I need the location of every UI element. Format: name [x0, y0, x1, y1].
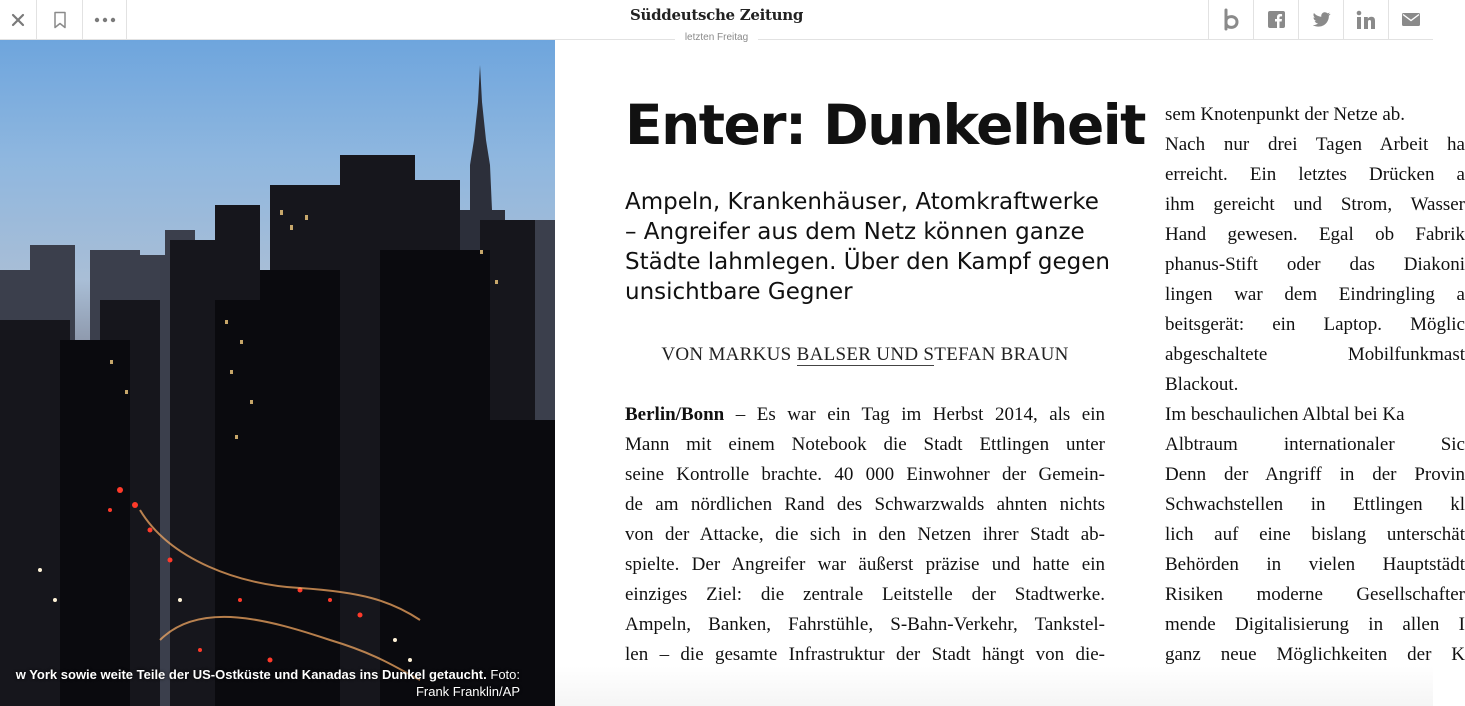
text-line: mende Digitalisierung in allen I: [1165, 614, 1465, 635]
publish-date-text: letzten Freitag: [675, 32, 758, 43]
blendle-icon: [1222, 9, 1240, 31]
text-line: ganz neue Möglichkeiten der K: [1165, 644, 1465, 665]
caption-credit: Frank Franklin/AP: [415, 684, 520, 699]
text-line: Mann mit einem Notebook die Stadt Ettlingen unter: [625, 434, 1105, 455]
bottom-fade: [555, 666, 1433, 706]
text-line: ihm gereicht und Strom, Wasser: [1165, 194, 1465, 215]
article-column-1: [625, 400, 1105, 670]
share-blendle-button[interactable]: [1208, 0, 1253, 39]
city-skyline-illustration: [0, 40, 555, 706]
text-line: Nach nur drei Tagen Arbeit ha: [1165, 134, 1465, 155]
article-headline: Enter: Dunkelheit: [625, 93, 1145, 157]
share-facebook-button[interactable]: [1253, 0, 1298, 39]
facebook-icon: [1268, 11, 1285, 28]
twitter-icon: [1312, 12, 1331, 28]
text-line: phanus-Stift oder das Diakoni: [1165, 254, 1465, 275]
text-line: [625, 400, 1105, 430]
text-line: len – die gesamte Infrastruktur der Stadt hängt von die-: [625, 644, 1105, 665]
byline-prefix: VON MARKUS: [661, 344, 792, 365]
text-line: spielte. Der Angreifer war äußerst präzise und hatte ein: [625, 554, 1105, 575]
caption-text: w York sowie weite Teile der US-Ostküste und Kanadas ins Dunkel getaucht.: [15, 667, 487, 682]
text-line: Im beschaulichen Albtal bei Ka: [1165, 404, 1405, 425]
text-line: von der Attacke, die sich in den Netzen ihrer Stadt ab-: [625, 524, 1105, 545]
text-line: beitsgerät: ein Laptop. Möglic: [1165, 314, 1465, 335]
byline-suffix: TEFAN BRAUN: [934, 344, 1069, 365]
text-line: Blackout.: [1165, 374, 1239, 395]
text-line: einziges Ziel: die zentrale Leitstelle der Stadtwerke.: [625, 584, 1105, 605]
article-subheadline: Ampeln, Krankenhäuser, Atomkraftwerke – Angreifer aus dem Netz können ganze Städte lahmlegen. Über den Kampf gegen unsichtbare Gegner: [625, 189, 1110, 305]
text-line: Behörden in vielen Hauptstädt: [1165, 554, 1465, 575]
text-line: erreicht. Ein letztes Drücken a: [1165, 164, 1465, 185]
text-line: lingen war dem Eindringling a: [1165, 284, 1465, 305]
text-line: Risiken moderne Gesellschafter: [1165, 584, 1465, 605]
text-line: Albtraum internationaler Sic: [1165, 434, 1465, 455]
text-line-rest: – Es war ein Tag im Herbst 2014, als ein: [724, 404, 1105, 425]
share-twitter-button[interactable]: [1298, 0, 1343, 39]
share-linkedin-button[interactable]: [1343, 0, 1388, 39]
text-line: seine Kontrolle brachte. 40 000 Einwohner der Gemein-: [625, 464, 1105, 485]
text-line: abgeschaltete Mobilfunkmast: [1165, 344, 1465, 365]
text-line: de am nördlichen Rand des Schwarzwalds ahnten nichts: [625, 494, 1105, 515]
brand-logo: Süddeutsche Zeitung: [629, 6, 804, 24]
text-line: Denn der Angriff in der Provin: [1165, 464, 1465, 485]
linkedin-icon: [1356, 10, 1376, 30]
article-column-2: [1165, 100, 1465, 670]
article-photo: [0, 40, 555, 706]
caption-credit-label: Foto:: [490, 667, 520, 682]
share-mail-button[interactable]: [1388, 0, 1433, 39]
text-line: Ampeln, Banken, Fahrstühle, S-Bahn-Verkehr, Tankstel-: [625, 614, 1105, 635]
dateline: Berlin/Bonn: [625, 404, 725, 425]
byline-authors-link[interactable]: BALSER UND S: [796, 344, 935, 365]
text-line: sem Knotenpunkt der Netze ab.: [1165, 104, 1406, 125]
byline: [625, 344, 1105, 366]
photo-caption: [0, 666, 520, 700]
share-bar: [1208, 0, 1433, 39]
top-bar: [0, 0, 1433, 43]
text-line: Hand gewesen. Egal ob Fabrik: [1165, 224, 1465, 245]
text-line: lich auf eine bislang unterschät: [1165, 524, 1465, 545]
text-line: Schwachstellen in Ettlingen kl: [1165, 494, 1465, 515]
mail-icon: [1402, 13, 1420, 26]
